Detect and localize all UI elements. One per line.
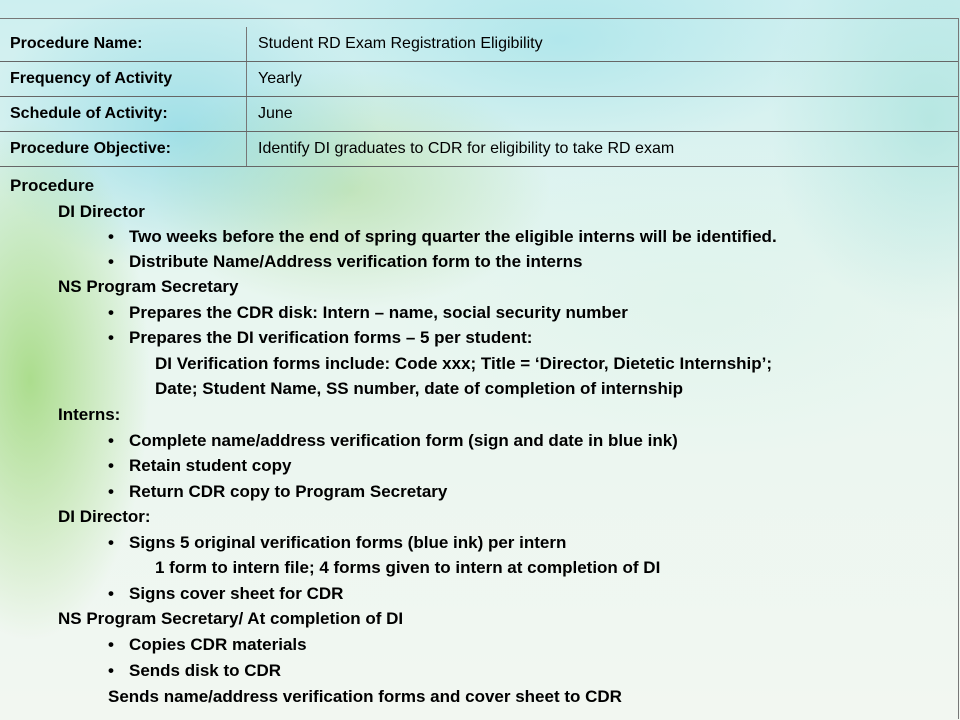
sub-item-text: Date; Student Name, SS number, date of completion of internship: [155, 379, 683, 398]
bullet-icon: •: [108, 227, 114, 246]
list-item: • Sends disk to CDR: [108, 658, 281, 683]
sub-item-text: DI Verification forms include: Code xxx; Title = ‘Director, Dietetic Internship’;: [155, 354, 773, 373]
bullet-icon: •: [108, 328, 114, 347]
bullet-icon: •: [108, 456, 114, 475]
column-divider: [246, 132, 247, 166]
objective-value: Identify DI graduates to CDR for eligibility to take RD exam: [258, 140, 675, 157]
list-item: • Copies CDR materials: [108, 632, 307, 657]
schedule-row: [0, 97, 958, 132]
column-divider: [246, 62, 247, 96]
frequency-value: Yearly: [258, 70, 302, 87]
list-item: • Signs cover sheet for CDR: [108, 581, 343, 606]
bullet-icon: •: [108, 533, 114, 552]
bullet-icon: •: [108, 303, 114, 322]
list-item: • Prepares the CDR disk: Intern – name, social security number: [108, 300, 628, 325]
bullet-icon: •: [108, 482, 114, 501]
objective-label: Procedure Objective:: [10, 140, 171, 157]
list-item: • Signs 5 original verification forms (blue ink) per intern: [108, 530, 566, 555]
bullet-icon: •: [108, 584, 114, 603]
column-divider: [246, 97, 247, 131]
list-item: • Distribute Name/Address verification form to the interns: [108, 249, 582, 274]
list-item: • Complete name/address verification form (sign and date in blue ink): [108, 428, 678, 453]
list-item: • Retain student copy: [108, 453, 291, 478]
schedule-value: June: [258, 105, 293, 122]
list-item: • Return CDR copy to Program Secretary: [108, 479, 447, 504]
role-heading-di-director: DI Director:: [58, 507, 151, 526]
schedule-label: Schedule of Activity:: [10, 105, 168, 122]
bullet-icon: •: [108, 661, 114, 680]
role-heading-di-director: DI Director: [58, 202, 145, 221]
sub-item-text: 1 form to intern file; 4 forms given to intern at completion of DI: [155, 558, 661, 577]
objective-row: [0, 132, 958, 167]
role-heading-interns: Interns:: [58, 405, 121, 424]
frequency-row: [0, 62, 958, 97]
bullet-icon: •: [108, 252, 114, 271]
bullet-icon: •: [108, 635, 114, 654]
procedure-name-label: Procedure Name:: [10, 35, 143, 52]
column-divider: [246, 27, 247, 61]
procedure-heading: Procedure: [10, 176, 95, 195]
role-heading-ns-program-secretary: NS Program Secretary: [58, 277, 239, 296]
list-item-text: Sends name/address verification forms and cover sheet to CDR: [108, 687, 622, 706]
frequency-label: Frequency of Activity: [10, 70, 173, 87]
list-item: • Two weeks before the end of spring quarter the eligible interns will be identified.: [108, 224, 777, 249]
list-item: • Prepares the DI verification forms – 5 per student:: [108, 325, 532, 350]
role-heading-ns-program-secretary: NS Program Secretary/ At completion of DI: [58, 609, 404, 628]
procedure-name-row: [0, 27, 958, 62]
bullet-icon: •: [108, 431, 114, 450]
procedure-name-value: Student RD Exam Registration Eligibility: [258, 35, 543, 52]
